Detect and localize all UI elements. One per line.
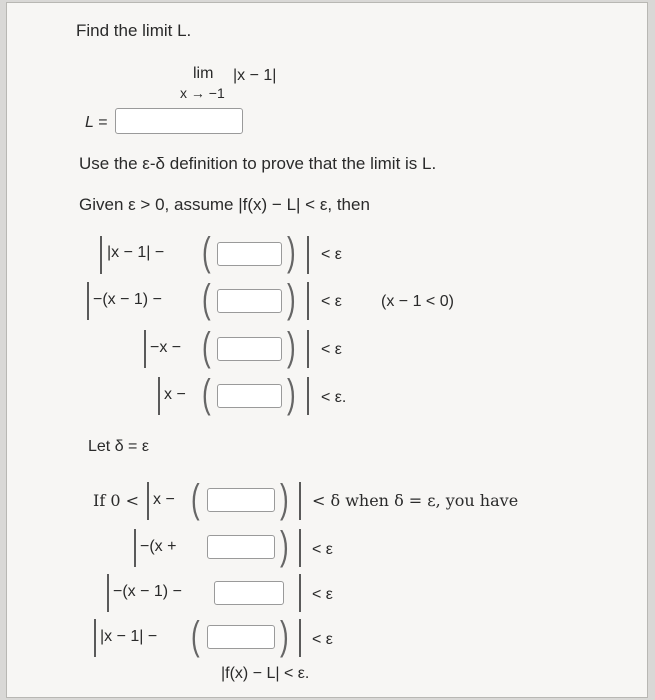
close-paren: ) — [287, 372, 296, 416]
step4-left-expression: x − — [164, 386, 186, 403]
answer-label: L = — [85, 114, 108, 131]
close-paren: ) — [287, 230, 296, 274]
abs-bar-right — [307, 282, 309, 320]
back3-inequality: < ε — [312, 631, 333, 648]
open-paren: ( — [191, 614, 200, 658]
conclusion: |f(x) − L| < ε. — [221, 665, 310, 682]
limit-operator: lim — [193, 65, 214, 82]
close-paren: ) — [287, 325, 296, 369]
open-paren: ( — [202, 277, 211, 321]
if-prefix: If 0 < — [93, 491, 139, 510]
step1-left-expression: |x − 1| − — [107, 244, 165, 261]
close-paren: ) — [280, 614, 289, 658]
step3-inequality: < ε — [321, 341, 342, 358]
open-paren: ( — [202, 230, 211, 274]
close-paren: ) — [280, 477, 289, 521]
back2-input[interactable] — [214, 581, 284, 605]
abs-bar-left — [87, 282, 89, 320]
abs-bar-left — [158, 377, 160, 415]
abs-bar-right — [307, 330, 309, 368]
limit-answer-input[interactable] — [115, 108, 243, 134]
back2-inequality: < ε — [312, 586, 333, 603]
back1-input[interactable] — [207, 535, 275, 559]
step3-input[interactable] — [217, 337, 282, 361]
open-paren: ( — [202, 325, 211, 369]
problem-title: Find the limit L. — [76, 21, 192, 40]
step4-input[interactable] — [217, 384, 282, 408]
step2-left-expression: −(x − 1) − — [93, 291, 162, 308]
abs-bar-right — [299, 574, 301, 612]
abs-bar-right — [307, 377, 309, 415]
abs-bar-right — [299, 619, 301, 657]
abs-bar-left — [147, 482, 149, 520]
abs-bar-left — [107, 574, 109, 612]
abs-bar-left — [144, 330, 146, 368]
limit-subscript: x → −1 — [180, 85, 225, 101]
step2-inequality: < ε — [321, 293, 342, 310]
let-delta-statement: Let δ = ε — [88, 438, 149, 455]
abs-bar-left — [94, 619, 96, 657]
step2-condition-note: (x − 1 < 0) — [381, 293, 454, 310]
abs-bar-right — [299, 529, 301, 567]
back1-left-expression: −(x + — [140, 538, 177, 555]
back1-inequality: < ε — [312, 541, 333, 558]
step3-left-expression: −x − — [150, 339, 182, 356]
close-paren: ) — [280, 524, 289, 568]
step1-inequality: < ε — [321, 246, 342, 263]
step4-inequality: < ε. — [321, 389, 347, 406]
if-left-expression: x − — [153, 491, 175, 508]
abs-bar-left — [134, 529, 136, 567]
step2-input[interactable] — [217, 289, 282, 313]
limit-expression: |x − 1| — [233, 67, 277, 84]
back3-left-expression: |x − 1| − — [100, 628, 158, 645]
given-statement: Given ε > 0, assume |f(x) − L| < ε, then — [79, 195, 370, 214]
problem-panel — [6, 2, 648, 698]
open-paren: ( — [191, 477, 200, 521]
if-input[interactable] — [207, 488, 275, 512]
if-delta-condition: < δ when δ = ε, you have — [312, 491, 519, 510]
epsilon-delta-instruction: Use the ε-δ definition to prove that the limit is L. — [79, 154, 437, 173]
step1-input[interactable] — [217, 242, 282, 266]
abs-bar-right — [307, 236, 309, 274]
close-paren: ) — [287, 277, 296, 321]
abs-bar-right — [299, 482, 301, 520]
abs-bar-left — [100, 236, 102, 274]
open-paren: ( — [202, 372, 211, 416]
back2-left-expression: −(x − 1) − — [113, 583, 182, 600]
back3-input[interactable] — [207, 625, 275, 649]
